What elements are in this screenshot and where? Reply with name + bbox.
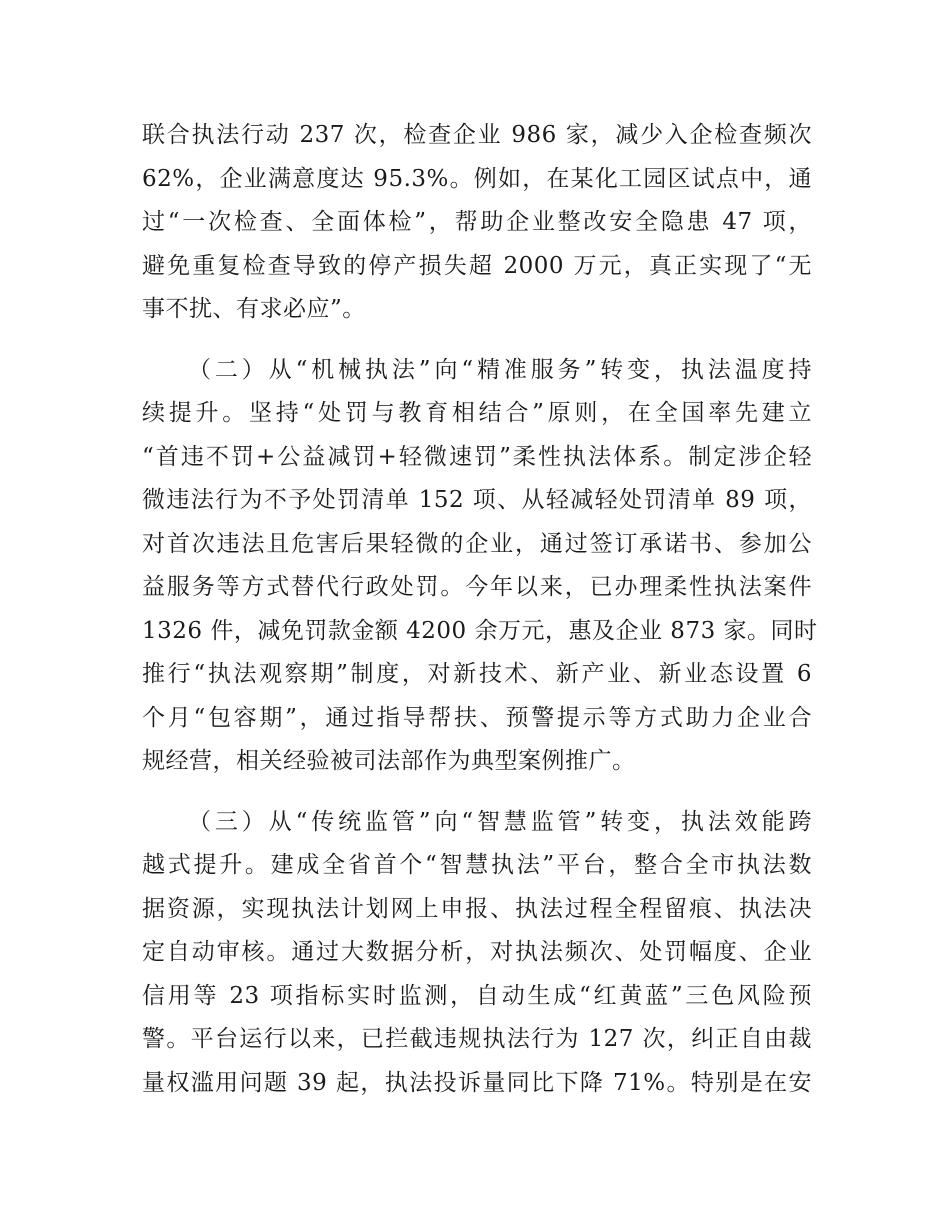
paragraph-spacer — [142, 332, 812, 349]
text-line: （三）从“传统监管”向“智慧监管”转变，执法效能跨 — [188, 808, 812, 835]
text-line: 微违法行为不予处罚清单 152 项、从轻减轻处罚清单 89 项， — [142, 487, 812, 513]
text-line: 越式提升。建成全省首个“智慧执法”平台，整合全市执法数 — [142, 852, 812, 878]
text-line: 推行“执法观察期”制度，对新技术、新产业、新业态设置 6 — [142, 661, 812, 687]
text-line: （二）从“机械执法”向“精准服务”转变，执法温度持 — [188, 356, 812, 383]
text-line: 62%，企业满意度达 95.3%。例如，在某化工园区试点中，通 — [142, 165, 812, 192]
text-line: 据资源，实现执法计划网上申报、执法过程全程留痕、执法决 — [142, 895, 812, 922]
text-line: 事不扰、有求必应”。 — [142, 296, 366, 322]
text-line: 联合执法行动 237 次，检查企业 986 家，减少入企检查频次 — [142, 122, 812, 148]
text-line: “首违不罚+公益减罚+轻微速罚”柔性执法体系。制定涉企轻 — [142, 443, 812, 470]
paragraph-spacer — [142, 784, 812, 801]
text-line: 个月“包容期”，通过指导帮扶、预警提示等方式助力企业合 — [142, 704, 812, 731]
text-line: 量权滥用问题 39 起，执法投诉量同比下降 71%。特别是在安 — [142, 1069, 812, 1096]
text-line: 续提升。坚持“处罚与教育相结合”原则，在全国率先建立 — [142, 400, 812, 426]
text-line: 规经营，相关经验被司法部作为典型案例推广。 — [142, 748, 636, 774]
text-line: 对首次违法且危害后果轻微的企业，通过签订承诺书、参加公 — [142, 530, 812, 557]
paragraph-2 — [142, 349, 818, 784]
text-line: 警。平台运行以来，已拦截违规执法行为 127 次，纠正自由裁 — [142, 1026, 812, 1052]
text-line: 避免重复检查导致的停产损失超 2000 万元，真正实现了“无 — [142, 252, 812, 279]
text-line: 过“一次检查、全面体检”，帮助企业整改安全隐患 47 项， — [142, 209, 812, 235]
text-line: 1326 件，减免罚款金额 4200 余万元，惠及企业 873 家。同时 — [142, 617, 818, 644]
document-body — [142, 114, 818, 1105]
paragraph-1 — [142, 114, 812, 332]
text-line: 信用等 23 项指标实时监测，自动生成“红黄蓝”三色风险预 — [142, 982, 812, 1009]
paragraph-3 — [142, 801, 812, 1106]
text-line: 定自动审核。通过大数据分析，对执法频次、处罚幅度、企业 — [142, 939, 812, 965]
text-line: 益服务等方式替代行政处罚。今年以来，已办理柔性执法案件 — [142, 574, 812, 600]
